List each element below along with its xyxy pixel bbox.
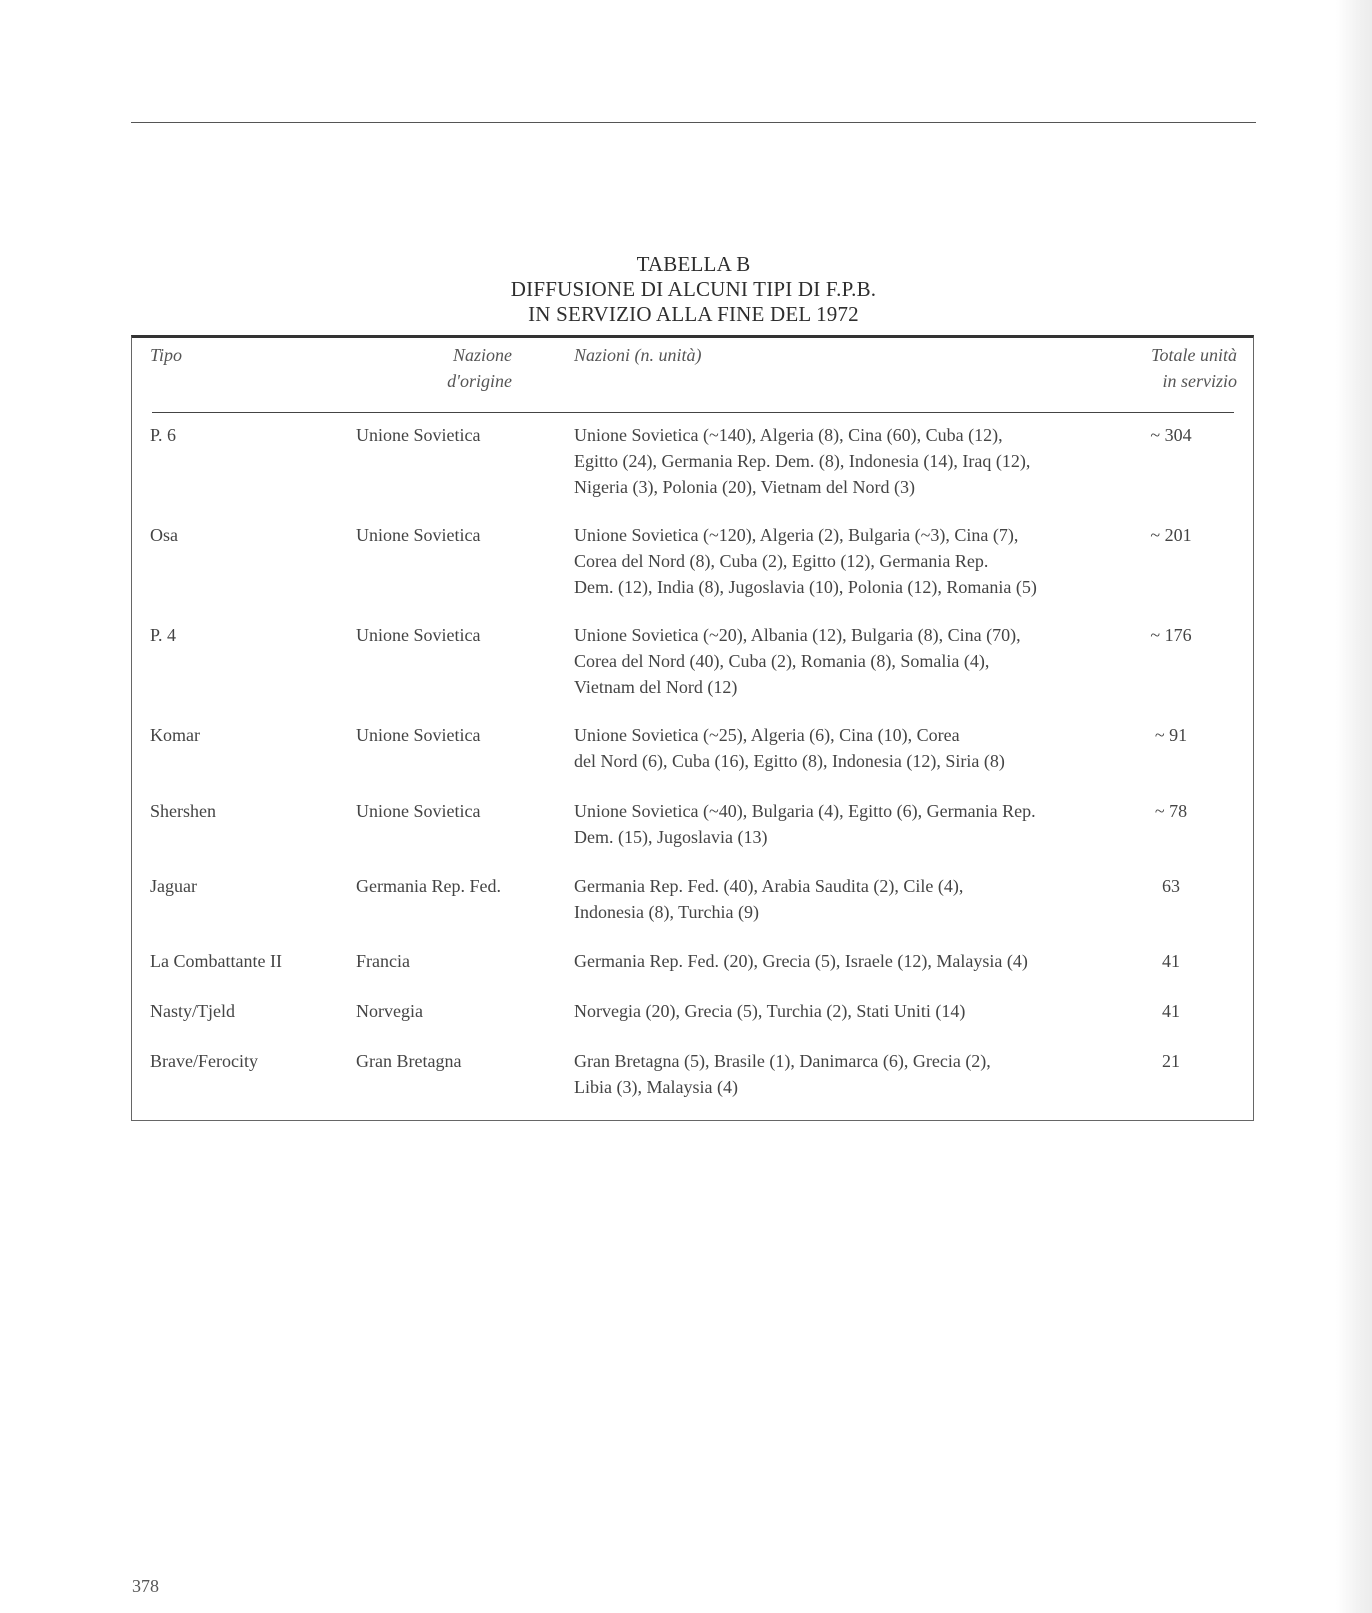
cell-tipo: P. 4 <box>150 625 177 645</box>
cell-nazioni-line: Germania Rep. Fed. (40), Arabia Saudita (2), Cile (4), <box>574 876 964 896</box>
cell-nazioni-line: Corea del Nord (8), Cuba (2), Egitto (12), Germania Rep. <box>574 551 989 571</box>
cell-totale: 41 <box>1162 951 1180 971</box>
cell-nazioni-line: del Nord (6), Cuba (16), Egitto (8), Indonesia (12), Siria (8) <box>574 751 1005 771</box>
cell-nazioni <box>574 422 1114 500</box>
header-totale <box>1077 342 1237 394</box>
cell-tipo: La Combattante II <box>150 951 282 971</box>
data-table <box>131 335 1254 1121</box>
cell-nazione-origine: Unione Sovietica <box>356 525 481 545</box>
cell-nazione-origine: Germania Rep. Fed. <box>356 876 501 896</box>
cell-totale: ~ 176 <box>1150 625 1192 645</box>
cell-nazioni-line: Gran Bretagna (5), Brasile (1), Danimarca (6), Grecia (2), <box>574 1051 991 1071</box>
cell-nazioni <box>574 998 1114 1024</box>
cell-nazioni-line: Unione Sovietica (~120), Algeria (2), Bulgaria (~3), Cina (7), <box>574 525 1019 545</box>
cell-nazioni <box>574 522 1114 600</box>
cell-tipo: Shershen <box>150 801 216 821</box>
cell-nazioni-line: Nigeria (3), Polonia (20), Vietnam del Nord (3) <box>574 477 915 497</box>
table-title-line-1: TABELLA B <box>636 252 751 276</box>
cell-nazione-origine: Unione Sovietica <box>356 725 481 745</box>
header-nazione-line-1: Nazione <box>452 345 512 365</box>
cell-nazioni-line: Dem. (12), India (8), Jugoslavia (10), Polonia (12), Romania (5) <box>574 577 1037 597</box>
cell-nazioni <box>574 622 1114 700</box>
cell-nazioni <box>574 798 1114 850</box>
cell-nazione-origine: Norvegia <box>356 1001 423 1021</box>
cell-totale: 41 <box>1162 1001 1180 1021</box>
cell-nazioni-line: Egitto (24), Germania Rep. Dem. (8), Indonesia (14), Iraq (12), <box>574 451 1031 471</box>
cell-nazioni-line: Corea del Nord (40), Cuba (2), Romania (8), Somalia (4), <box>574 651 990 671</box>
cell-nazioni-line: Norvegia (20), Grecia (5), Turchia (2), Stati Uniti (14) <box>574 1001 966 1021</box>
header-rule <box>131 122 1256 123</box>
header-totale-line-2: in servizio <box>1162 371 1237 391</box>
cell-tipo: Osa <box>150 525 178 545</box>
cell-totale: ~ 201 <box>1150 525 1192 545</box>
table-title-line-2: DIFFUSIONE DI ALCUNI TIPI DI F.P.B. <box>510 277 877 301</box>
cell-totale: 21 <box>1162 1051 1180 1071</box>
cell-nazioni <box>574 722 1114 774</box>
cell-tipo: Komar <box>150 725 200 745</box>
cell-nazioni-line: Unione Sovietica (~140), Algeria (8), Cina (60), Cuba (12), <box>574 425 1003 445</box>
header-totale-line-1: Totale unità <box>1151 345 1237 365</box>
cell-nazioni-line: Germania Rep. Fed. (20), Grecia (5), Israele (12), Malaysia (4) <box>574 951 1028 971</box>
cell-nazione-origine: Unione Sovietica <box>356 625 481 645</box>
header-separator <box>152 412 1234 413</box>
cell-nazione-origine: Unione Sovietica <box>356 425 481 445</box>
cell-nazioni-line: Vietnam del Nord (12) <box>574 677 738 697</box>
cell-totale: ~ 304 <box>1150 425 1192 445</box>
cell-totale: 63 <box>1162 876 1180 896</box>
table-title-line-3: IN SERVIZIO ALLA FINE DEL 1972 <box>528 302 859 326</box>
header-tipo: Tipo <box>150 345 183 365</box>
page-number: 378 <box>132 1576 159 1596</box>
cell-totale: ~ 91 <box>1154 725 1188 745</box>
cell-tipo: Brave/Ferocity <box>150 1051 258 1071</box>
cell-nazioni-line: Unione Sovietica (~40), Bulgaria (4), Egitto (6), Germania Rep. <box>574 801 1036 821</box>
cell-nazioni <box>574 873 1114 925</box>
cell-nazioni-line: Dem. (15), Jugoslavia (13) <box>574 827 768 847</box>
cell-tipo: Nasty/Tjeld <box>150 1001 235 1021</box>
cell-nazioni-line: Unione Sovietica (~25), Algeria (6), Cina (10), Corea <box>574 725 960 745</box>
cell-nazioni <box>574 1048 1114 1100</box>
cell-nazioni <box>574 948 1114 974</box>
header-nazione-origine <box>392 342 512 394</box>
table-title <box>131 252 1256 327</box>
cell-nazione-origine: Gran Bretagna <box>356 1051 462 1071</box>
page-edge-shadow <box>1336 0 1372 1613</box>
cell-nazione-origine: Unione Sovietica <box>356 801 481 821</box>
cell-tipo: P. 6 <box>150 425 177 445</box>
header-nazione-line-2: d'origine <box>447 371 512 391</box>
header-nazioni: Nazioni (n. unità) <box>574 345 702 365</box>
cell-tipo: Jaguar <box>150 876 197 896</box>
cell-nazione-origine: Francia <box>356 951 410 971</box>
cell-nazioni-line: Libia (3), Malaysia (4) <box>574 1077 738 1097</box>
cell-totale: ~ 78 <box>1154 801 1188 821</box>
cell-nazioni-line: Unione Sovietica (~20), Albania (12), Bulgaria (8), Cina (70), <box>574 625 1021 645</box>
cell-nazioni-line: Indonesia (8), Turchia (9) <box>574 902 759 922</box>
